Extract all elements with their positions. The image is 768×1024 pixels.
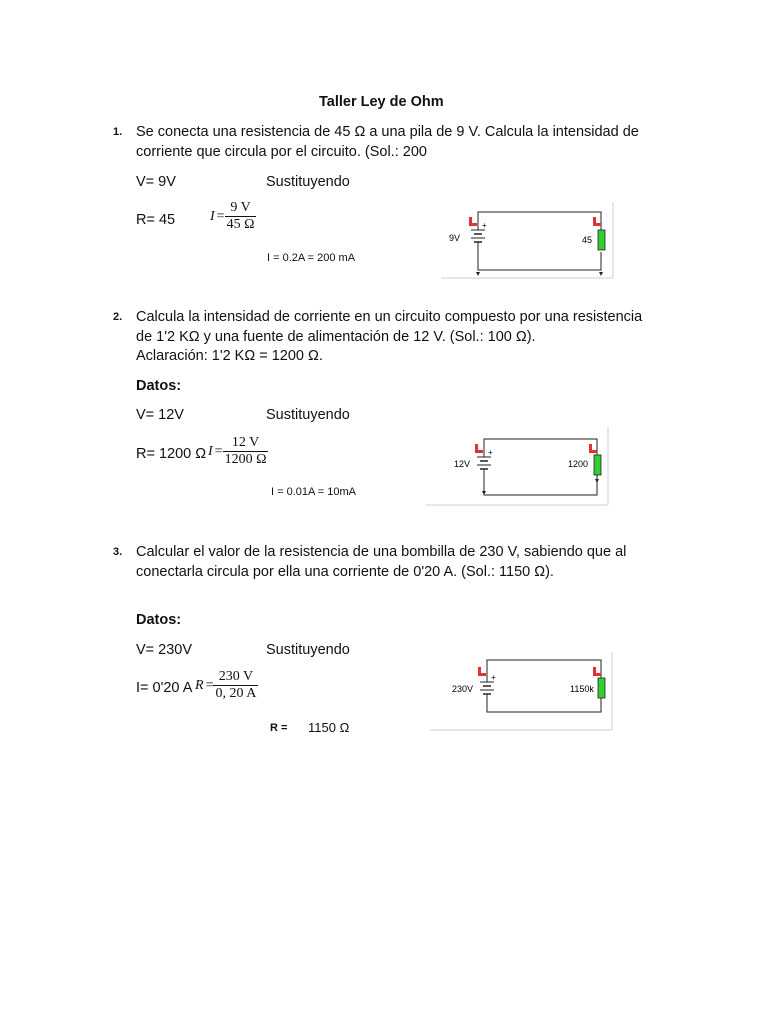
circuit-diagram — [430, 650, 614, 732]
problem-statement-line: de 1'2 KΩ y una fuente de alimentación de 12 V. (Sol.: 100 Ω). — [136, 329, 536, 345]
formula-equals: = — [205, 677, 214, 693]
problem-number: 2. — [113, 311, 123, 323]
page-title: Taller Ley de Ohm — [319, 94, 444, 110]
problem-statement-line: Se conecta una resistencia de 45 Ω a una pila de 9 V. Calcula la intensidad de — [136, 124, 639, 140]
datos-heading: Datos: — [136, 612, 182, 628]
result-text: I = 0.2A = 200 mA — [267, 252, 356, 264]
datos-heading: Datos: — [136, 378, 182, 394]
probe-marker — [469, 223, 477, 226]
resistor-label: 1200 — [568, 459, 589, 469]
ohm-formula — [208, 435, 268, 468]
substituting-label: Sustituyendo — [266, 642, 350, 658]
probe-marker — [589, 450, 597, 453]
fraction — [213, 669, 258, 702]
terminal-arrow — [599, 272, 603, 276]
fraction — [223, 435, 269, 468]
source-label: 230V — [452, 684, 474, 694]
circuit-diagram — [441, 200, 615, 280]
problem-number: 3. — [113, 546, 123, 558]
circuit-diagram — [426, 425, 610, 507]
resistor — [594, 455, 601, 475]
probe-marker — [593, 223, 601, 226]
formula-lhs: R — [195, 677, 204, 693]
denominator: 1200 Ω — [224, 452, 267, 467]
resistor — [598, 230, 605, 250]
result-text: I = 0.01A = 10mA — [271, 486, 357, 498]
formula-lhs: I — [210, 208, 215, 224]
resistor — [598, 678, 605, 698]
given-resistance: R= 45 — [136, 212, 176, 228]
source-label: 12V — [454, 459, 471, 469]
probe-marker — [478, 673, 486, 676]
probe-marker — [475, 450, 483, 453]
given-resistance: R= 1200 Ω — [136, 446, 207, 462]
formula-equals: = — [216, 208, 225, 224]
problem-statement-line: Calcula la intensidad de corriente en un circuito compuesto por una resistencia — [136, 309, 643, 325]
resistor-label: 45 — [582, 235, 593, 245]
given-voltage: V= 12V — [136, 407, 184, 423]
polarity-plus: + — [488, 448, 493, 457]
terminal-arrow — [595, 479, 599, 483]
formula-equals: = — [214, 443, 223, 459]
result-value: 1150 Ω — [308, 720, 350, 735]
ohm-formula — [210, 200, 256, 233]
terminal-arrow — [482, 491, 486, 495]
problem-statement-line: Aclaración: 1'2 KΩ = 1200 Ω. — [136, 348, 323, 364]
numerator: 230 V — [218, 669, 254, 684]
given-voltage: V= 230V — [136, 642, 193, 658]
terminal-arrow — [476, 272, 480, 276]
formula-lhs: I — [208, 443, 213, 459]
problem-statement-line: Calcular el valor de la resistencia de una bombilla de 230 V, sabiendo que al — [136, 544, 627, 560]
resistor-label: 1150k — [570, 684, 594, 694]
source-label: 9V — [449, 233, 461, 243]
probe-marker — [593, 673, 601, 676]
substituting-label: Sustituyendo — [266, 407, 350, 423]
polarity-plus: + — [491, 673, 496, 682]
given-current: I= 0'20 A — [136, 680, 193, 696]
denominator: 0, 20 A — [215, 686, 257, 701]
given-voltage: V= 9V — [136, 174, 176, 190]
substituting-label: Sustituyendo — [266, 174, 350, 190]
polarity-plus: + — [482, 221, 487, 230]
problem-number: 1. — [113, 126, 123, 138]
numerator: 9 V — [230, 200, 251, 215]
result-label: R = — [270, 722, 288, 734]
fraction — [225, 200, 257, 233]
numerator: 12 V — [231, 435, 260, 450]
denominator: 45 Ω — [226, 217, 255, 232]
problem-statement-line: conectarla circula por ella una corriente de 0'20 A. (Sol.: 1150 Ω). — [136, 564, 554, 580]
ohm-formula — [195, 669, 258, 702]
problem-statement-line: corriente que circula por el circuito. (Sol.: 200 — [136, 144, 427, 160]
